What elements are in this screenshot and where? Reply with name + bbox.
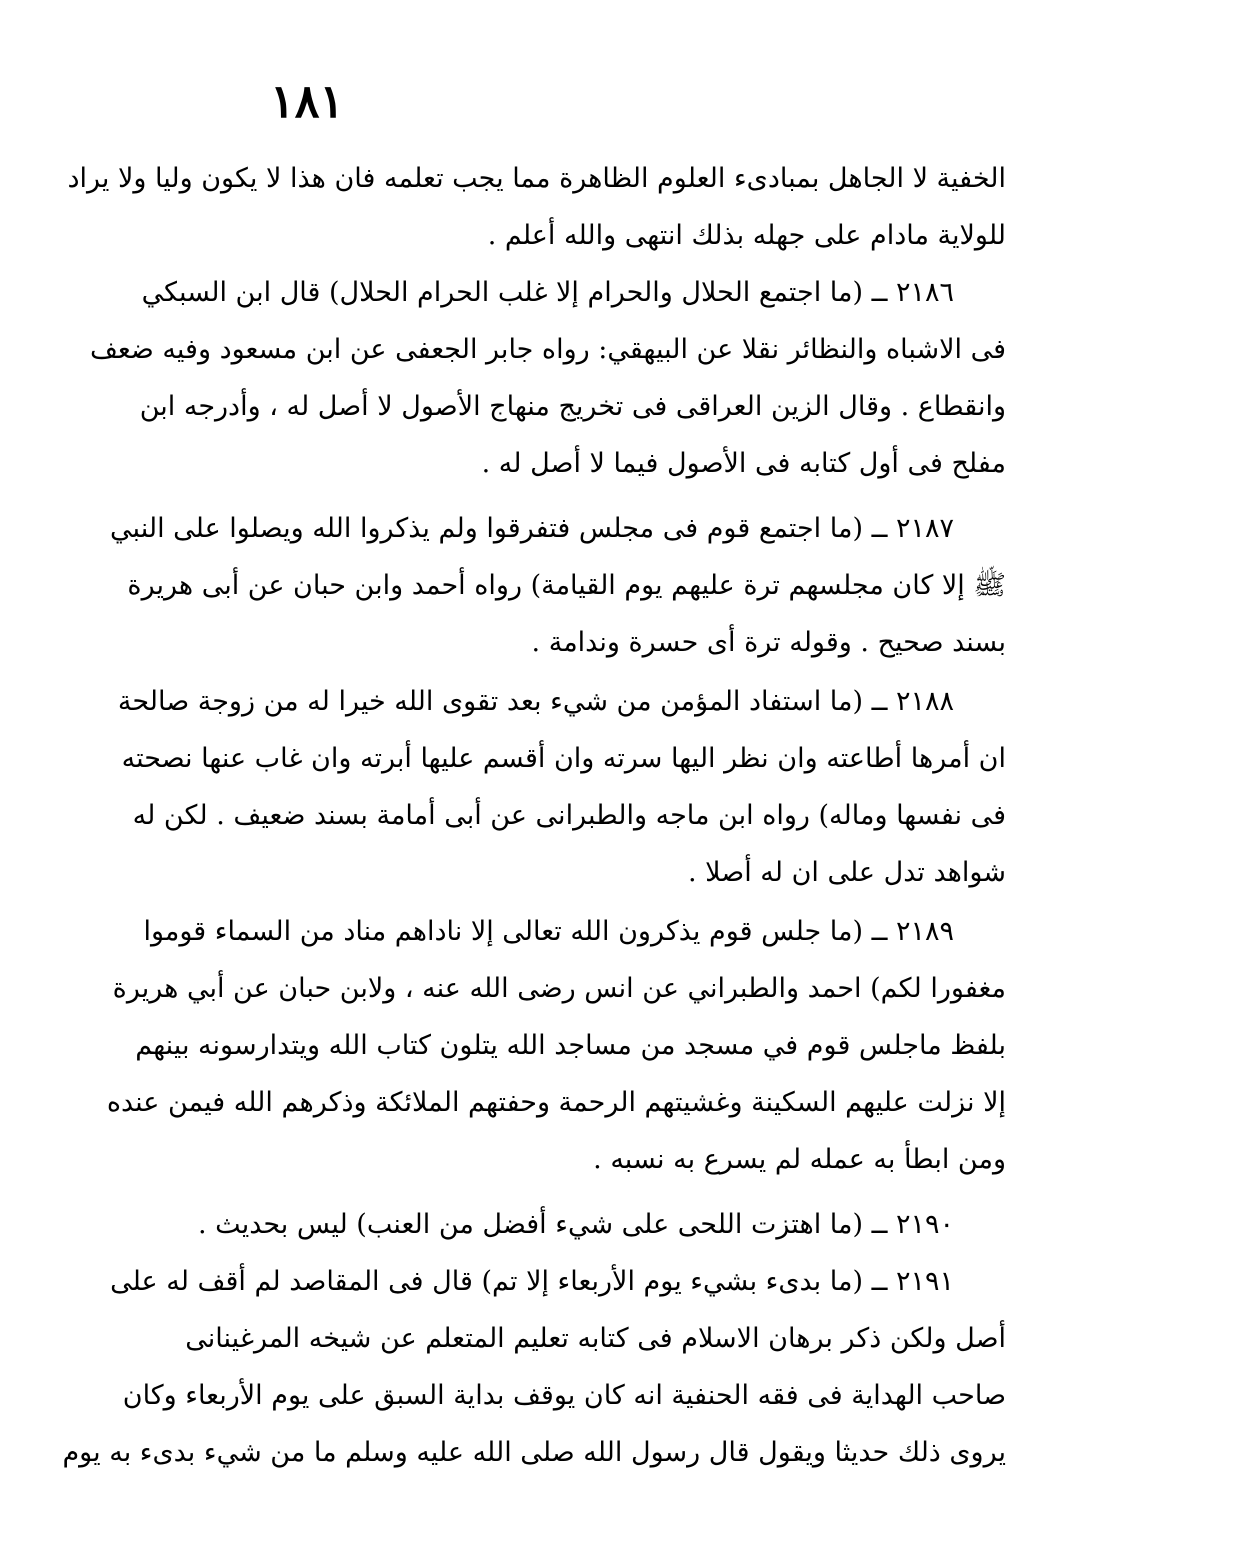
paragraph-gap: [236, 492, 1006, 500]
text-line: فى الاشباه والنظائر نقلا عن البيهقي: رواه جابر الجعفى عن ابن مسعود وفيه ضعف: [89, 334, 1006, 365]
text-line: ٢١٨٦ ــ (ما اجتمع الحلال والحرام إلا غلب الحرام الحلال) قال ابن السبكي: [141, 277, 954, 308]
text-line: أصل ولكن ذكر برهان الاسلام فى كتابه تعليم المتعلم عن شيخه المرغينانى: [185, 1323, 1006, 1354]
text-line: ٢١٩١ ــ (ما بدىء بشيء يوم الأربعاء إلا تم) قال فى المقاصد لم أقف له على: [110, 1266, 954, 1297]
text-line: إلا نزلت عليهم السكينة وغشيتهم الرحمة وحفتهم الملائكة وذكرهم الله فيمن عنده: [106, 1087, 1006, 1118]
text-line: فى نفسها وماله) رواه ابن ماجه والطبرانى عن أبى أمامة بسند ضعيف . لكن له: [132, 800, 1006, 831]
text-line: مغفورا لكم) احمد والطبراني عن انس رضى الله عنه ، ولابن حبان عن أبي هريرة: [112, 973, 1006, 1004]
text-line: وانقطاع . وقال الزين العراقى فى تخريج منهاج الأصول لا أصل له ، وأدرجه ابن: [139, 391, 1006, 422]
page-body: [62, 150, 1006, 1481]
text-line: ٢١٩٠ ــ (ما اهتزت اللحى على شيء أفضل من العنب) ليس بحديث .: [198, 1209, 954, 1240]
text-line: ٢١٨٩ ــ (ما جلس قوم يذكرون الله تعالى إلا ناداهم مناد من السماء قوموا: [143, 916, 954, 947]
text-line: ﷺ إلا كان مجلسهم ترة عليهم يوم القيامة) رواه أحمد وابن حبان عن أبى هريرة: [127, 570, 1006, 601]
text-line: ٢١٨٨ ــ (ما استفاد المؤمن من شيء بعد تقوى الله خيرا له من زوجة صالحة: [117, 686, 954, 717]
text-line: صاحب الهداية فى فقه الحنفية انه كان يوقف بداية السبق على يوم الأربعاء وكان: [122, 1380, 1006, 1411]
text-line: ان أمرها أطاعته وان نظر اليها سرته وان أقسم عليها أبرته وان غاب عنها نصحته: [121, 743, 1006, 774]
text-line: ومن ابطأ به عمله لم يسرع به نسبه .: [593, 1144, 1006, 1175]
text-line: بلفظ ماجلس قوم في مسجد من مساجد الله يتلون كتاب الله ويتدارسونه بينهم: [135, 1030, 1006, 1061]
page-number: ١٨١: [270, 74, 345, 128]
text-line: شواهد تدل على ان له أصلا .: [688, 857, 1006, 888]
text-line: للولاية مادام على جهله بذلك انتهى والله أعلم .: [487, 220, 1006, 251]
text-line: الخفية لا الجاهل بمبادىء العلوم الظاهرة مما يجب تعلمه فان هذا لا يكون وليا ولا يراد: [67, 163, 1006, 194]
paragraph-gap: [236, 1188, 1006, 1196]
text-line: بسند صحيح . وقوله ترة أى حسرة وندامة .: [531, 627, 1006, 658]
text-line: ٢١٨٧ ــ (ما اجتمع قوم فى مجلس فتفرقوا ولم يذكروا الله ويصلوا على النبي: [110, 513, 954, 544]
text-line: يروى ذلك حديثا ويقول قال رسول الله صلى الله عليه وسلم ما من شيء بدىء به يوم: [62, 1437, 1006, 1468]
text-line: مفلح فى أول كتابه فى الأصول فيما لا أصل له .: [481, 448, 1006, 479]
